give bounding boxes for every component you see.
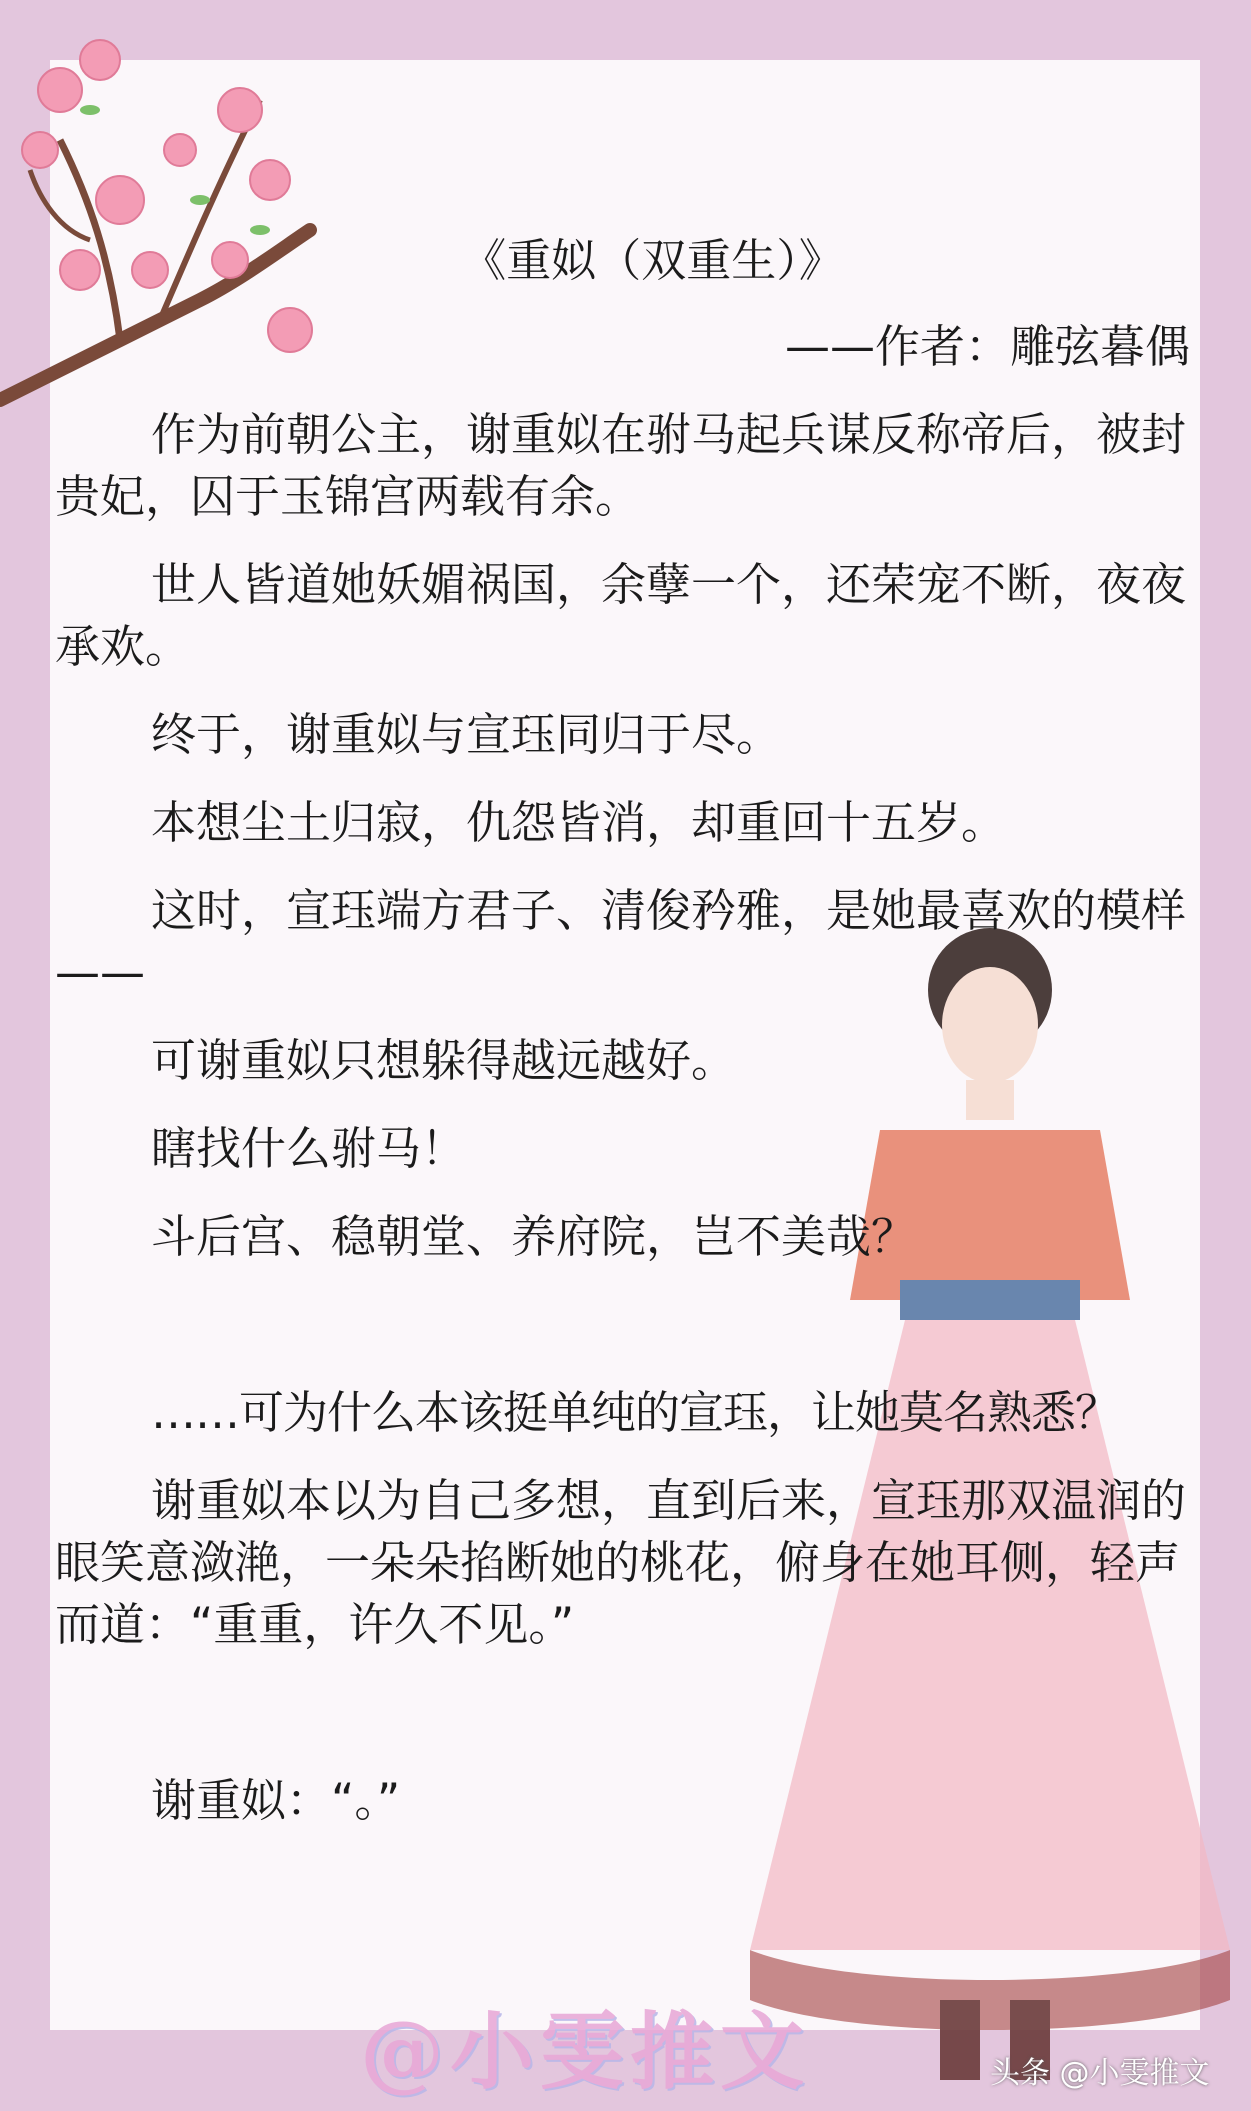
- final-line: 谢重姒：“。”: [151, 1774, 401, 1827]
- paragraph: 这时，宣珏端方君子、清俊矜雅，是她最喜欢的模样——: [55, 884, 1187, 999]
- paragraph: 瞎找什么驸马！: [151, 1122, 467, 1175]
- paragraph: 作为前朝公主，谢重姒在驸马起兵谋反称帝后，被封贵妃，囚于玉锦宫两载有余。: [55, 408, 1187, 523]
- paragraph: 终于，谢重姒与宣珏同归于尽。: [151, 708, 782, 761]
- source-label: 头条 @小雯推文: [990, 2056, 1210, 2091]
- paragraph: 世人皆道她妖媚祸国，余孽一个，还荣宠不断，夜夜承欢。: [55, 558, 1187, 673]
- author-line: ——作者：雕弦暮偶: [784, 320, 1190, 373]
- paragraph: 斗后宫、稳朝堂、养府院，岂不美哉？: [151, 1210, 917, 1263]
- paragraph: 本想尘土归寂，仇怨皆消，却重回十五岁。: [151, 796, 1007, 849]
- paragraph: 谢重姒本以为自己多想，直到后来，宣珏那双温润的眼笑意潋滟，一朵朵掐断她的桃花，俯身在她耳侧，轻声而道：“重重，许久不见。”: [55, 1474, 1187, 1651]
- watermark-text: @小雯推文: [360, 2002, 811, 2101]
- article-body: [55, 230, 1190, 1832]
- paragraph: 可谢重姒只想躲得越远越好。: [151, 1034, 737, 1087]
- book-title: 《重姒（双重生）》: [461, 234, 844, 287]
- spacer: [55, 1656, 1190, 1744]
- paragraph: ……可为什么本该挺单纯的宣珏，让她莫名熟悉？: [151, 1386, 1120, 1439]
- spacer: [55, 1268, 1190, 1356]
